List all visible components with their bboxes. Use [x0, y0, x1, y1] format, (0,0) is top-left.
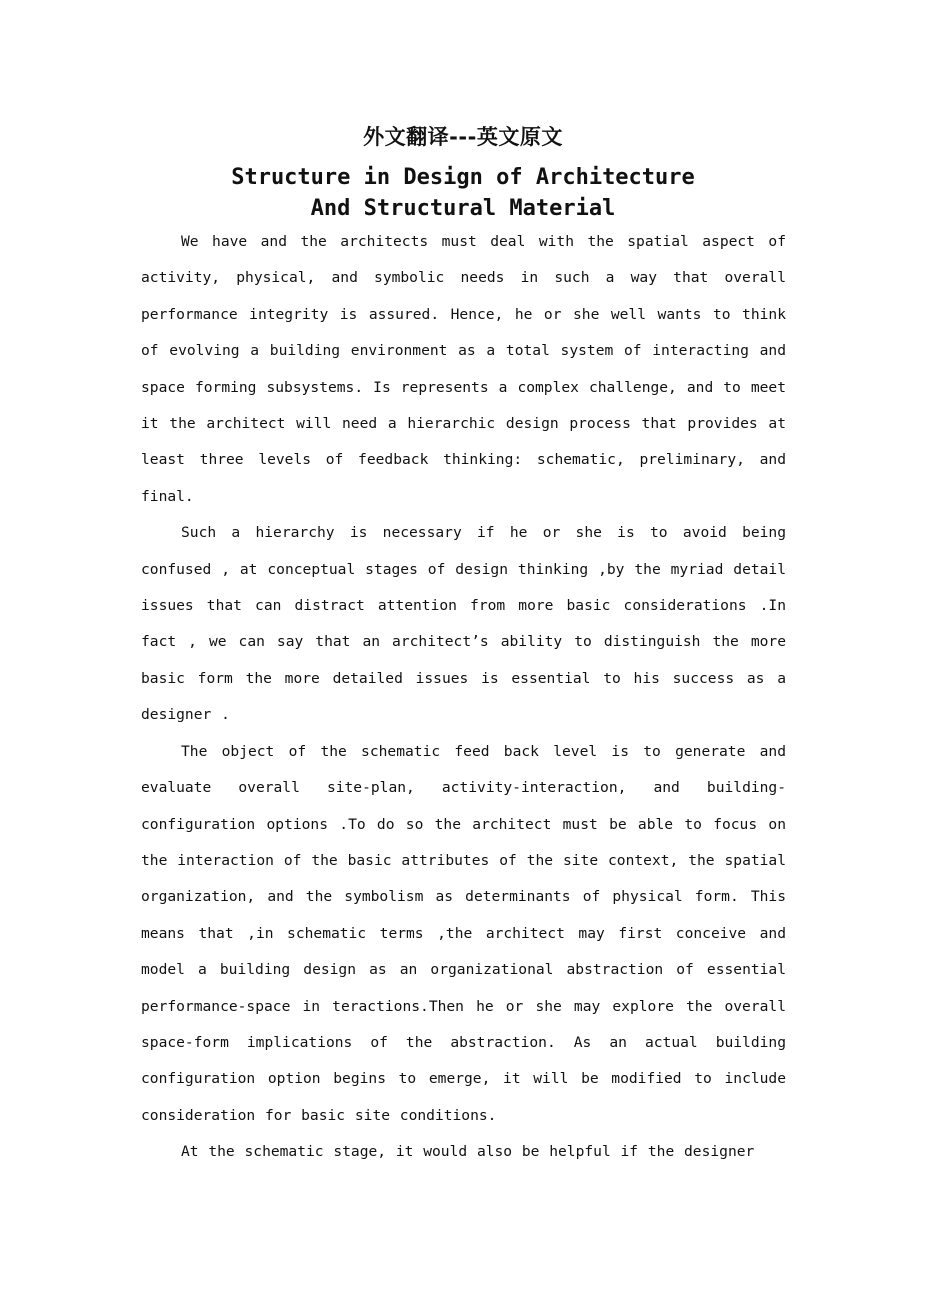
paragraph-1: We have and the architects must deal with the spatial aspect of activity, physical, and symbolic needs in such a way that overall performance integrity is assured. Hence, he or she well wants to think of evolving a building environment as a total system of interacting and space forming subsystems. Is represents a complex challenge, and to meet it the architect will need a hierarchic design process that provides at least three levels of feedback thinking: schematic, preliminary, and final.	[141, 233, 786, 505]
paragraph-3: The object of the schematic feed back level is to generate and evaluate overall site-plan, activity-interaction, and building-configuration options .To do so the architect must be able to focus on the interaction of the basic attributes of the site context, the spatial organization, and the symbolism as determinants of physical form. This means that ,in schematic terms ,the architect may first conceive and model a building design as an organizational abstraction of essential performance-space in teractions.Then he or she may explore the overall space-form implications of the abstraction. As an actual building configuration option begins to emerge, it will be modified to include consideration for basic site conditions.	[141, 742, 786, 1124]
body-text	[141, 224, 786, 1171]
document-heading-chinese: 外文翻译---英文原文	[363, 125, 563, 149]
paragraph-4: At the schematic stage, it would also be helpful if the designer	[181, 1143, 755, 1161]
paragraph-2: Such a hierarchy is necessary if he or she is to avoid being confused , at conceptual stages of design thinking ,by the myriad detail issues that can distract attention from more basic considerations .In fact , we can say that an architect’s ability to distinguish the more basic form the more detailed issues is essential to his success as a designer .	[141, 524, 786, 724]
paper-title-line-1: Structure in Design of Architecture	[231, 165, 695, 190]
paper-title-line-2: And Structural Material	[310, 196, 616, 221]
